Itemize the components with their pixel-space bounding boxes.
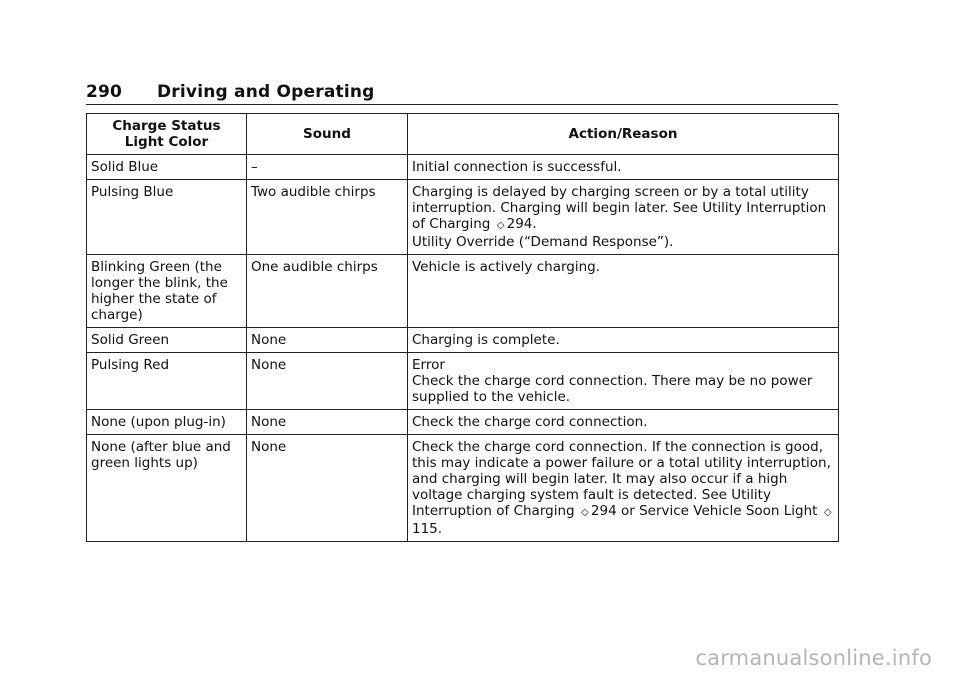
column-header-action-reason: Action/Reason <box>408 114 839 155</box>
page-reference-arrow-icon: ◇ <box>496 220 505 231</box>
column-header-sound: Sound <box>247 114 408 155</box>
page-reference-arrow-icon: ◇ <box>581 507 589 518</box>
action-cell: Initial connection is successful. <box>408 155 839 180</box>
page-reference[interactable]: 115 <box>412 521 438 537</box>
table-header-row <box>87 114 839 155</box>
table-row <box>87 435 839 542</box>
action-cell: Check the charge cord connection. <box>408 410 839 435</box>
action-cell: Charging is delayed by charging screen or by a total utility interruption. Charging will begin later. See Utility Interruption of Charging ◇ 294. Utility Override (“Demand Response”). <box>408 180 839 255</box>
action-cell: Check the charge cord connection. If the connection is good, this may indicate a power failure or a total utility interruption, and charging will begin later. It may also occur if a high voltage charging system fault is detected. See Utility Interruption of Charging ◇ 294 or Service Vehicle Soon Light ◇115. <box>408 435 839 542</box>
table-row <box>87 180 839 255</box>
light-color-cell: None (after blue and green lights up) <box>87 435 247 542</box>
page-reference[interactable]: 294 <box>506 216 533 232</box>
light-color-cell: None (upon plug-in) <box>87 410 247 435</box>
page-reference[interactable]: 294 <box>590 503 617 519</box>
watermark: carmanualsonline.info <box>695 646 932 670</box>
light-color-cell: Pulsing Red <box>87 353 247 410</box>
charge-status-table <box>86 113 839 542</box>
page-reference-arrow-icon: ◇ <box>823 507 832 518</box>
action-cell: Error Check the charge cord connection. There may be no power supplied to the vehicle. <box>408 353 839 410</box>
table-row <box>87 410 839 435</box>
section-title: Driving and Operating <box>157 82 375 102</box>
column-header-light-color: Charge Status Light Color <box>87 114 247 155</box>
page-header <box>86 80 838 105</box>
action-cell: Charging is complete. <box>408 328 839 353</box>
sound-cell: None <box>247 410 408 435</box>
sound-cell: – <box>247 155 408 180</box>
table-row <box>87 328 839 353</box>
light-color-cell: Solid Green <box>87 328 247 353</box>
sound-cell: None <box>247 353 408 410</box>
table-row <box>87 255 839 328</box>
page-number: 290 <box>86 82 123 102</box>
light-color-cell: Pulsing Blue <box>87 180 247 255</box>
action-cell: Vehicle is actively charging. <box>408 255 839 328</box>
sound-cell: None <box>247 435 408 542</box>
table-row <box>87 353 839 410</box>
sound-cell: None <box>247 328 408 353</box>
sound-cell: Two audible chirps <box>247 180 408 255</box>
light-color-cell: Blinking Green (the longer the blink, the higher the state of charge) <box>87 255 247 328</box>
light-color-cell: Solid Blue <box>87 155 247 180</box>
table-row <box>87 155 839 180</box>
sound-cell: One audible chirps <box>247 255 408 328</box>
